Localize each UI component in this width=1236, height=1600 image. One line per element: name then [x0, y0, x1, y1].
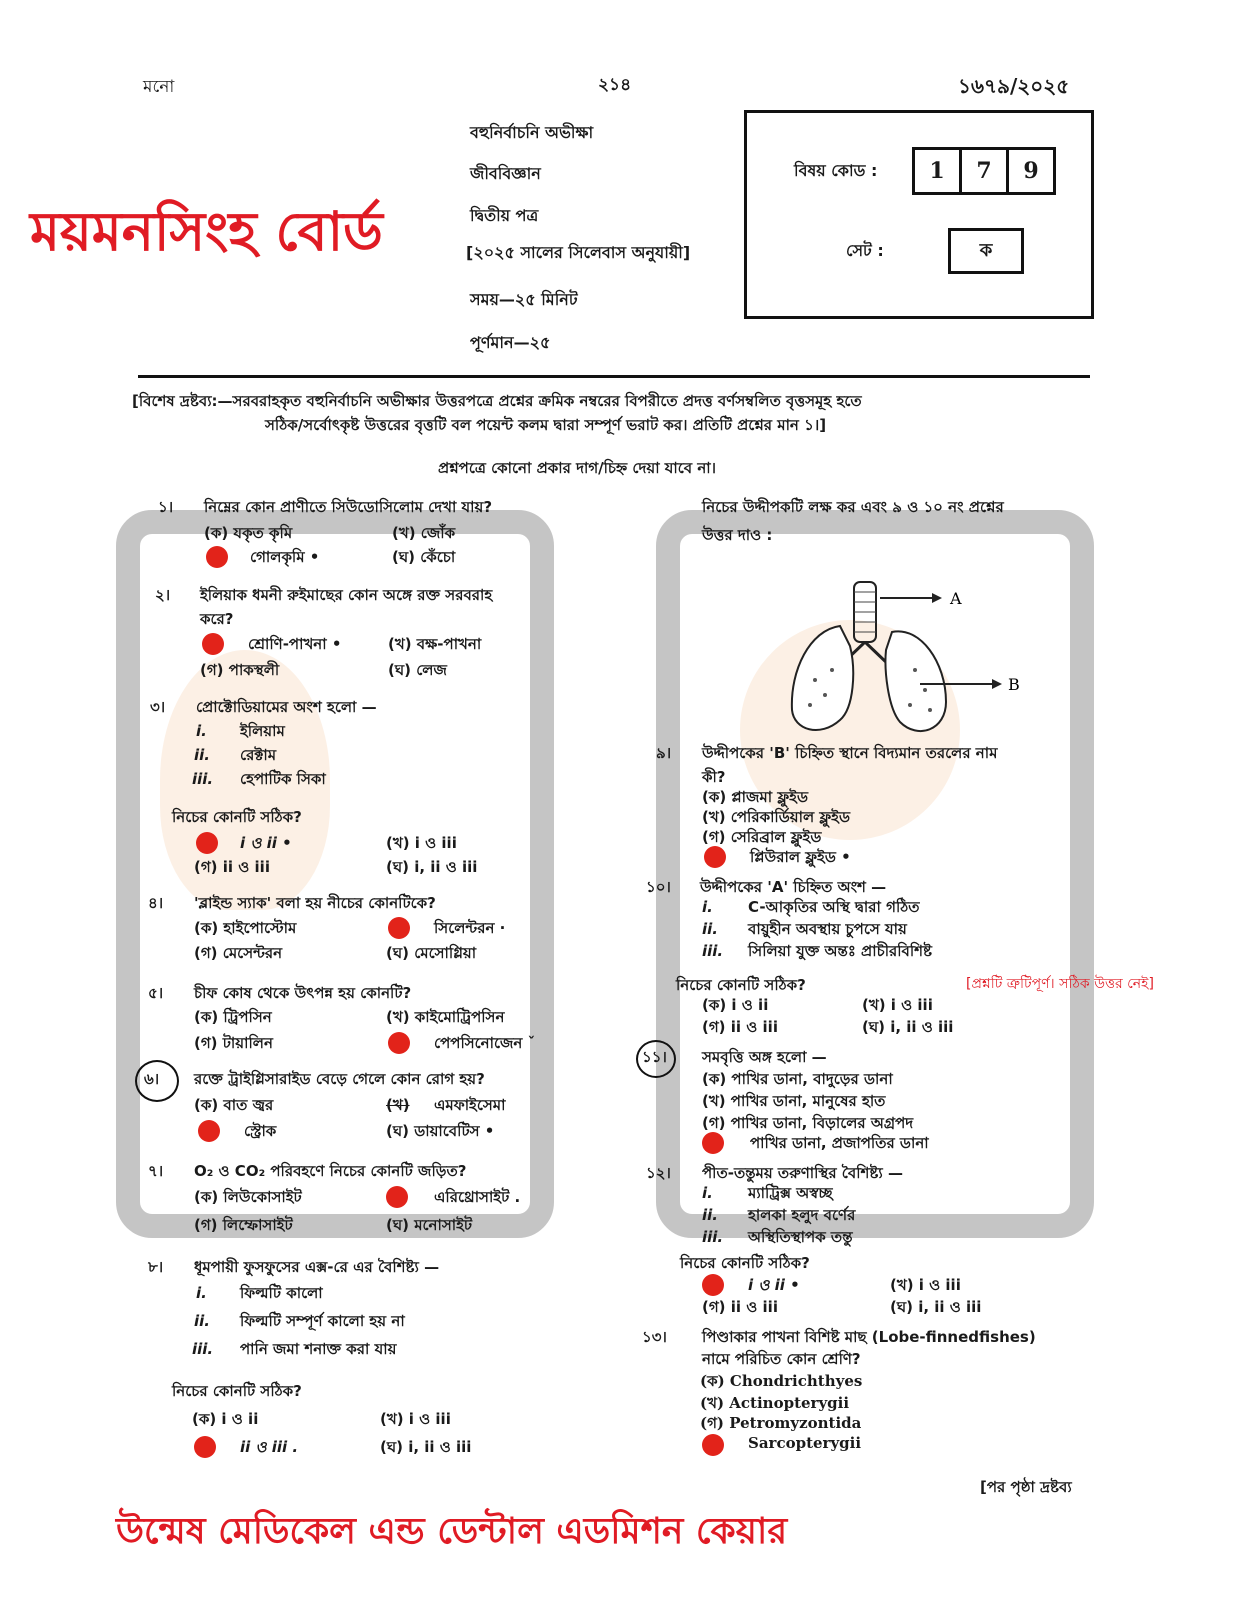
q1-option-b: (খ) জোঁক [392, 524, 456, 542]
q8-statement-i: ফিল্মটি কালো [240, 1284, 323, 1302]
q9-answer-mark [704, 846, 726, 868]
right-lung [886, 631, 946, 731]
q8-option-d: (ঘ) i, ii ও iii [380, 1438, 472, 1456]
q3-statement-iii: হেপাটিক সিকা [240, 770, 326, 788]
q5-text: চীফ কোষ থেকে উৎপন্ন হয় কোনটি? [194, 984, 412, 1002]
q10-error-note: [প্রশ্নটি ত্রুটিপূর্ণ। সঠিক উত্তর নেই] [966, 976, 1154, 992]
q4-option-a: (ক) হাইপোস্টোম [194, 919, 297, 937]
q4-number: ৪। [148, 894, 164, 912]
q10-roman-ii: ii. [702, 920, 718, 938]
set-value: ক [948, 228, 1024, 274]
q8-which: নিচের কোনটি সঠিক? [172, 1382, 302, 1400]
q9-number: ৯। [656, 744, 672, 762]
q9-text-cont: কী? [702, 768, 726, 786]
q2-text: ইলিয়াক ধমনী রুইমাছের কোন অঙ্গে রক্ত সরবরাহ [200, 586, 493, 604]
q7-option-d: (ঘ) মনোসাইট [386, 1216, 473, 1234]
q4-answer-mark [388, 917, 410, 939]
q2-number: ২। [155, 586, 171, 604]
q12-option-a: i ও ii • [748, 1276, 800, 1294]
q8-roman-i: i. [196, 1284, 207, 1302]
subject-code-digit: 1 [912, 147, 962, 195]
label-b: B [1008, 675, 1020, 694]
q8-option-b: (খ) i ও iii [380, 1410, 451, 1428]
q6-answer-mark [198, 1120, 220, 1142]
q8-statement-ii: ফিল্মটি সম্পূর্ণ কালো হয় না [240, 1312, 405, 1330]
q10-option-b: (খ) i ও iii [862, 996, 933, 1014]
q7-option-b: এরিথ্রোসাইট . [434, 1188, 521, 1206]
q5-option-d: পেপসিনোজেন ˇ [434, 1034, 536, 1052]
q9-text: উদ্দীপকের 'B' চিহ্নিত স্থানে বিদ্যমান তরলের নাম [702, 744, 998, 762]
header-code: ১৬৭৯/২০২৫ [958, 74, 1070, 98]
q8-answer-mark [194, 1436, 216, 1458]
next-page-note: [পর পৃষ্ঠা দ্রষ্টব্য [980, 1478, 1072, 1496]
subject-code-digit: 7 [959, 147, 1009, 195]
q10-roman-i: i. [702, 898, 713, 916]
q10-option-a: (ক) i ও ii [702, 996, 769, 1014]
header-left: মনো [143, 77, 175, 97]
q1-answer-mark [206, 546, 228, 568]
board-title: ময়মনসিংহ বোর্ড [30, 200, 383, 263]
q3-number: ৩। [150, 698, 166, 716]
q12-statement-iii: অস্থিতিস্থাপক তন্তু [748, 1228, 853, 1246]
q10-number: ১০। [646, 878, 671, 896]
q4-text: 'ব্লাইন্ড স্যাক' বলা হয় নীচের কোনটিকে? [194, 894, 436, 912]
q12-answer-mark [702, 1274, 724, 1296]
q10-option-c: (গ) ii ও iii [702, 1018, 778, 1036]
q9-option-a: (ক) প্লাজমা ফ্লুইড [702, 788, 808, 806]
q13-text-cont: নামে পরিচিত কোন শ্রেণি? [702, 1350, 861, 1368]
label-a: A [950, 589, 962, 608]
q11-text: সমবৃত্তি অঙ্গ হলো — [702, 1048, 827, 1066]
q9-option-c: (গ) সেরিব্রাল ফ্লুইড [702, 828, 822, 846]
q8-number: ৮। [148, 1258, 164, 1276]
q6-option-a: (ক) বাত জ্বর [194, 1096, 274, 1114]
q11-option-c: (গ) পাখির ডানা, বিড়ালের অগ্রপদ [702, 1114, 914, 1132]
q6-number: ৬। [144, 1070, 160, 1088]
q6-strike-mark: (খ) [386, 1096, 410, 1114]
q2-option-c: (গ) পাকস্থলী [200, 661, 280, 679]
exam-paper: দ্বিতীয় পত্র [470, 206, 539, 225]
q3-roman-ii: ii. [194, 746, 210, 764]
q5-option-a: (ক) ট্রিপসিন [194, 1008, 272, 1026]
q10-roman-iii: iii. [702, 942, 724, 960]
exam-subject: জীববিজ্ঞান [470, 164, 541, 183]
instruction-line-2: সঠিক/সর্বোৎকৃষ্ট উত্তরের বৃত্তটি বল পয়েন্ট কলম দ্বারা সম্পূর্ণ ভরাট কর। প্রতিটি প্রশ্নের মান ১।] [265, 416, 827, 434]
q1-option-d: (ঘ) কেঁচো [392, 548, 456, 566]
q11-number: ১১। [642, 1048, 667, 1066]
q12-roman-iii: iii. [702, 1228, 724, 1246]
header-page-number: ২১৪ [598, 75, 632, 95]
q5-option-c: (গ) টায়ালিন [194, 1034, 273, 1052]
q4-option-c: (গ) মেসেন্টরন [194, 944, 283, 962]
q7-option-c: (গ) লিম্ফোসাইট [194, 1216, 293, 1234]
subject-code-box [744, 110, 1094, 319]
q10-statement-ii: বায়ুহীন অবস্থায় চুপসে যায় [748, 920, 907, 938]
q10-text: উদ্দীপকের 'A' চিহ্নিত অংশ — [700, 878, 887, 896]
q3-text: প্রোক্টোডিয়ামের অংশ হলো — [196, 698, 377, 716]
q3-option-a: i ও ii • [240, 834, 292, 852]
q13-option-c: (গ) Petromyzontida [700, 1414, 862, 1432]
subject-code-digit: 9 [1006, 147, 1056, 195]
exam-time: সময়—২৫ মিনিট [470, 290, 578, 309]
q5-option-b: (খ) কাইমোট্রিপসিন [386, 1008, 505, 1026]
q4-option-b: সিলেন্টরন · [434, 919, 506, 937]
q6-text: রক্তে ট্রাইগ্লিসারাইড বেড়ে গেলে কোন রোগ হয়? [194, 1070, 485, 1088]
q12-text: পীত-তন্তুময় তরুণাস্থির বৈশিষ্ট্য — [702, 1164, 903, 1182]
q2-option-b: (খ) বক্ষ-পাখনা [388, 635, 482, 653]
q1-option-c: গোলকৃমি • [250, 548, 320, 566]
q9-option-d: প্লিউরাল ফ্লুইড • [750, 848, 851, 866]
q3-roman-i: i. [196, 722, 207, 740]
q3-statement-i: ইলিয়াম [240, 722, 285, 740]
q6-option-c: স্ট্রোক [244, 1122, 277, 1140]
q10-statement-i: C-আকৃতির অস্থি দ্বারা গঠিত [748, 898, 920, 916]
q11-option-b: (খ) পাখির ডানা, মানুষের হাত [702, 1092, 886, 1110]
q8-option-c: ii ও iii . [240, 1438, 299, 1456]
q2-option-d: (ঘ) লেজ [388, 661, 447, 679]
q8-text: ধূমপায়ী ফুসফুসের এক্স-রে এর বৈশিষ্ট্য — [194, 1258, 440, 1276]
q6-option-d: (ঘ) ডায়াবেটিস • [386, 1122, 495, 1140]
q7-answer-mark [386, 1186, 408, 1208]
q4-option-d: (ঘ) মেসোগ্লিয়া [386, 944, 477, 962]
q11-answer-mark [702, 1132, 724, 1154]
q11-option-a: (ক) পাখির ডানা, বাদুড়ের ডানা [702, 1070, 893, 1088]
q2-text-cont: করে? [200, 610, 234, 628]
q13-option-b: (খ) Actinopterygii [700, 1394, 850, 1412]
instruction-line-1: [বিশেষ দ্রষ্টব্য:—সরবরাহকৃত বহুনির্বাচনি অভীক্ষার উত্তরপত্রে প্রশ্নের ক্রমিক নম্বরের বিপরীতে প্রদত্ত বর্ণসম্বলিত বৃত্তসমূহ হতে [132, 392, 862, 410]
q1-option-a: (ক) যকৃত কৃমি [204, 524, 293, 542]
q10-statement-iii: সিলিয়া যুক্ত অন্তঃ প্রাচীরবিশিষ্ট [748, 942, 933, 960]
q13-option-a: (ক) Chondrichthyes [700, 1372, 863, 1390]
subject-code-label: বিষয় কোড : [794, 161, 878, 180]
stimulus-text-cont: উত্তর দাও : [702, 526, 773, 544]
q3-answer-mark [196, 832, 218, 854]
q1-number: ১। [158, 498, 174, 516]
q13-answer-mark [702, 1434, 724, 1456]
q1-text: নিম্নের কোন প্রাণীতে সিউডোসিলোম দেখা যায়? [204, 498, 493, 516]
exam-type: বহুনির্বাচনি অভীক্ষা [470, 123, 594, 142]
q2-answer-mark [202, 633, 224, 655]
q12-roman-i: i. [702, 1184, 713, 1202]
q12-number: ১২। [646, 1164, 671, 1182]
q8-statement-iii: পানি জমা শনাক্ত করা যায় [240, 1340, 397, 1358]
q7-option-a: (ক) লিউকোসাইট [194, 1188, 302, 1206]
q3-statement-ii: রেক্টাম [240, 746, 277, 764]
q12-option-c: (গ) ii ও iii [702, 1298, 778, 1316]
q3-roman-iii: iii. [192, 770, 214, 788]
q10-which: নিচের কোনটি সঠিক? [676, 976, 806, 994]
q3-which: নিচের কোনটি সঠিক? [172, 808, 302, 826]
q10-option-d: (ঘ) i, ii ও iii [862, 1018, 954, 1036]
q12-roman-ii: ii. [702, 1206, 718, 1224]
left-lung [792, 626, 853, 730]
exam-syllabus: [২০২৫ সালের সিলেবাস অনুযায়ী] [466, 243, 691, 262]
q7-number: ৭। [148, 1162, 164, 1180]
q12-statement-i: ম্যাট্রিক্স অস্বচ্ছ [748, 1184, 833, 1202]
q13-text: পিণ্ডাকার পাখনা বিশিষ্ট মাছ (Lobe-finnedfishes) [702, 1328, 1036, 1346]
stimulus-text: নিচের উদ্দীপকটি লক্ষ কর এবং ৯ ও ১০ নং প্রশ্নের [702, 498, 1004, 516]
set-label: সেট : [846, 241, 884, 260]
q7-text: O₂ ও CO₂ পরিবহণে নিচের কোনটি জড়িত? [194, 1162, 467, 1180]
q6-option-b: এমফাইসেমা [434, 1096, 506, 1114]
instruction-warning: প্রশ্নপত্রে কোনো প্রকার দাগ/চিহ্ন দেয়া যাবে না। [438, 459, 717, 477]
q12-option-b: (খ) i ও iii [890, 1276, 961, 1294]
footer-brand: উন্মেষ মেডিকেল এন্ড ডেন্টাল এডমিশন কেয়ার [116, 1511, 788, 1552]
exam-marks: পূর্ণমান—২৫ [470, 333, 551, 352]
divider-thick [138, 375, 1090, 378]
q13-number: ১৩। [642, 1328, 667, 1346]
lung-diagram [770, 570, 1030, 750]
q5-number: ৫। [148, 984, 164, 1002]
q12-option-d: (ঘ) i, ii ও iii [890, 1298, 982, 1316]
subject-code-cells [912, 147, 1056, 195]
q9-option-b: (খ) পেরিকার্ডিয়াল ফ্লুইড [702, 808, 850, 826]
q5-answer-mark [388, 1032, 410, 1054]
q8-roman-iii: iii. [192, 1340, 214, 1358]
q3-option-d: (ঘ) i, ii ও iii [386, 858, 478, 876]
q11-option-d: পাখির ডানা, প্রজাপতির ডানা [750, 1134, 929, 1152]
q8-roman-ii: ii. [194, 1312, 210, 1330]
q3-option-b: (খ) i ও iii [386, 834, 457, 852]
q13-option-d: Sarcopterygii [748, 1434, 862, 1452]
q3-option-c: (গ) ii ও iii [194, 858, 270, 876]
q12-statement-ii: হালকা হলুদ বর্ণের [748, 1206, 856, 1224]
q2-option-a: শ্রোণি-পাখনা • [248, 635, 342, 653]
q8-option-a: (ক) i ও ii [192, 1410, 259, 1428]
q12-which: নিচের কোনটি সঠিক? [680, 1254, 810, 1272]
